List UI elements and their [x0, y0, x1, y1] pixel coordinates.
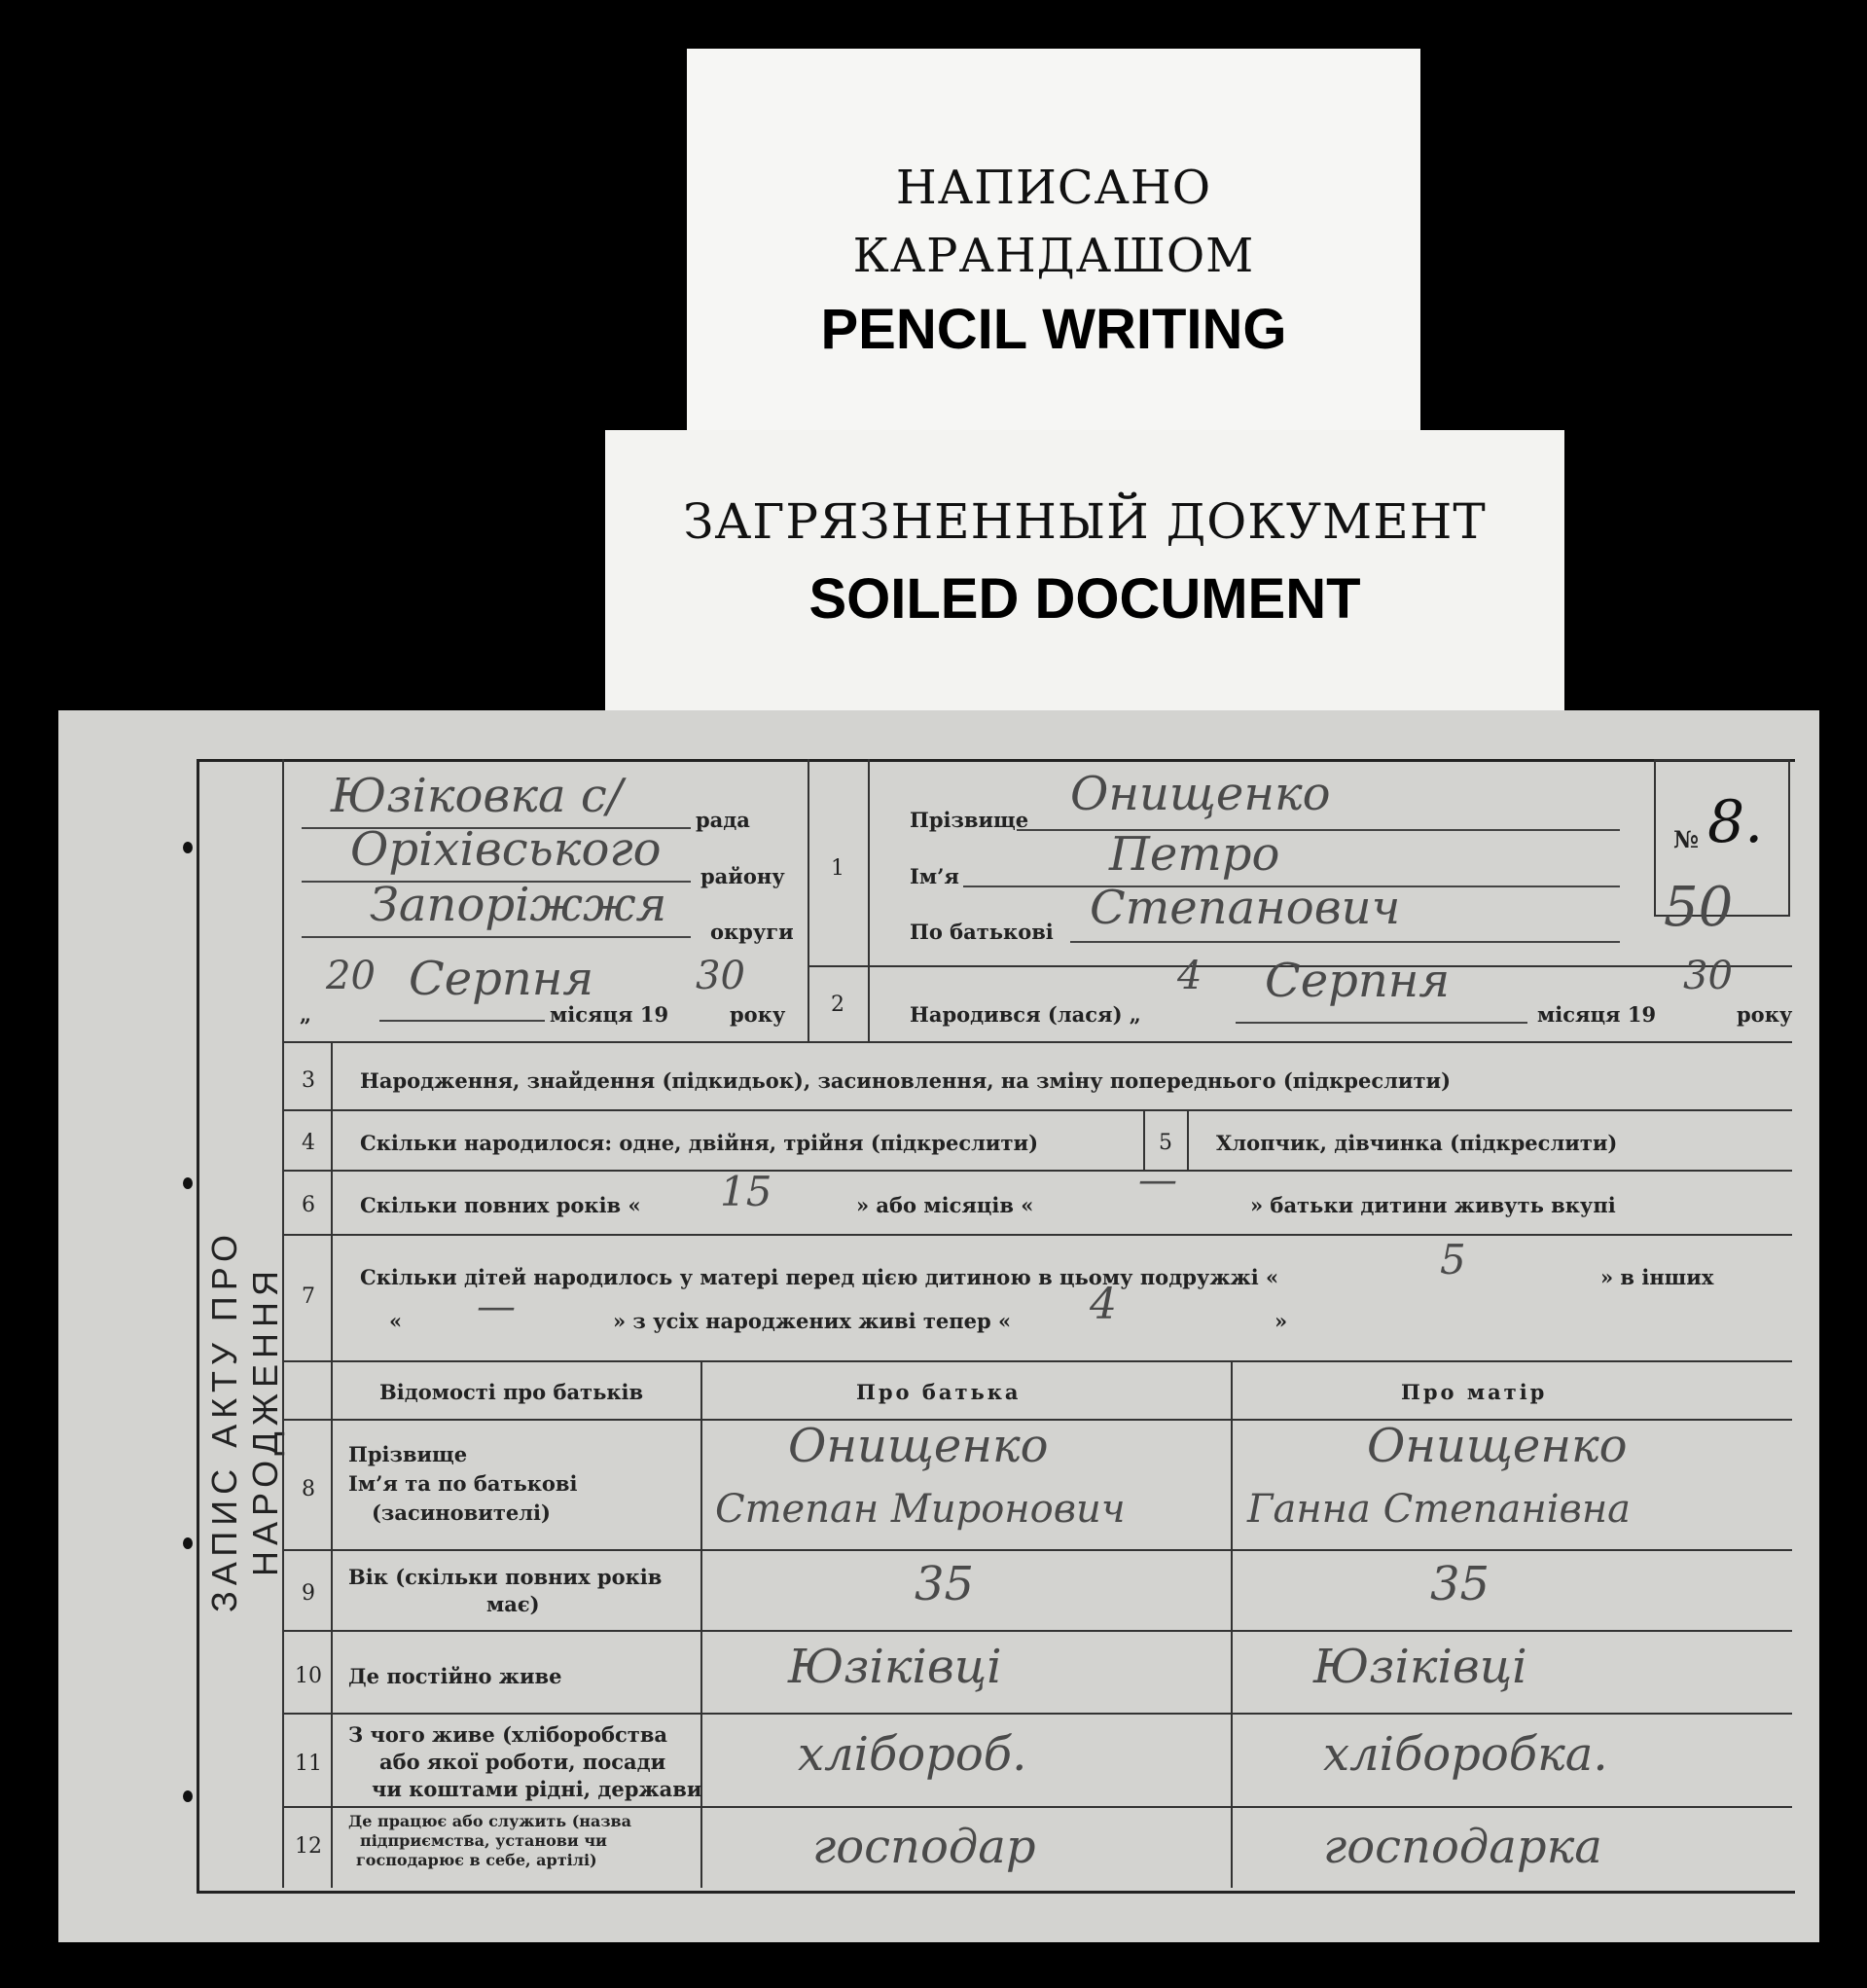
divider [331, 1041, 333, 1888]
parents-header-mother: Про матір [1401, 1380, 1548, 1404]
soiled-document-label-card [605, 430, 1564, 712]
row12-label-1: Де працює або служить (назва [348, 1812, 632, 1830]
row11-mother: хліборобка. [1323, 1727, 1608, 1782]
born-year-value: 30 [1683, 954, 1733, 998]
row7-text-b: » в інших [1600, 1265, 1714, 1289]
divider [1231, 1360, 1233, 1888]
row-number-10: 10 [295, 1664, 322, 1688]
row11-label-3: чи коштами рідні, держави [372, 1777, 702, 1801]
divider [282, 1234, 1792, 1236]
row6-text-b: » або місяців « [856, 1193, 1034, 1217]
date-month-label: місяця 19 [550, 1002, 669, 1027]
divider [282, 1109, 1792, 1111]
patronymic-value: Степанович [1090, 881, 1401, 935]
punch-hole [183, 1790, 193, 1802]
label-pencil-writing: PENCIL WRITING [820, 298, 1287, 361]
row11-label-1: З чого живе (хліборобства [348, 1722, 668, 1747]
row-number-7: 7 [302, 1284, 315, 1309]
row11-label-2: або якої роботи, посади [379, 1750, 666, 1774]
born-month-label: місяця 19 [1537, 1002, 1657, 1027]
form-vertical-title: ЗАПИС АКТУ ПРО НАРОДЖЕННЯ [204, 1228, 285, 1613]
row7-other-value: — [477, 1284, 516, 1329]
rada-label: рада [696, 808, 750, 832]
row9-mother-age: 35 [1430, 1557, 1490, 1611]
row-number-4: 4 [302, 1131, 315, 1155]
label-soiled-document: SOILED DOCUMENT [808, 567, 1361, 631]
row10-mother: Юзіківці [1313, 1640, 1527, 1694]
row7-text-d: » з усіх народжених живі тепер « [613, 1309, 1012, 1333]
row8-label-2: Ім’я та по батькові [348, 1471, 578, 1496]
row10-father: Юзіківці [788, 1640, 1002, 1694]
patronymic-label: По батькові [910, 920, 1054, 944]
date-month-line [379, 1020, 545, 1022]
record-number-label: № [1673, 825, 1700, 853]
date-year-value: 30 [696, 954, 745, 998]
row12-mother: господарка [1323, 1820, 1602, 1874]
row8-mother-surname: Онищенко [1367, 1419, 1628, 1473]
surname-line [1017, 829, 1620, 831]
okrug-line [302, 936, 691, 938]
punch-hole [183, 1177, 193, 1189]
born-month-value: Серпня [1265, 954, 1451, 1008]
divider [282, 1713, 1792, 1715]
label-karandashom: КАРАНДАШОМ [852, 229, 1255, 283]
surname-label: Прізвище [910, 808, 1029, 832]
date-month-value: Серпня [409, 952, 594, 1006]
date-day-value: 20 [326, 954, 376, 998]
patronymic-line [1070, 941, 1620, 943]
row7-text-e: » [1275, 1309, 1288, 1333]
label-zagryaznennyi-dokument: ЗАГРЯЗНЕННЫЙ ДОКУМЕНТ [683, 493, 1487, 550]
row3-text: Народження, знайдення (підкидьок), засиновлення, на зміну попереднього (підкреслити) [360, 1068, 1452, 1093]
row-number-11: 11 [295, 1752, 322, 1776]
divider [1187, 1109, 1189, 1170]
row7-text-c: « [389, 1309, 403, 1333]
divider [282, 1041, 1792, 1043]
row7-alive-value: 4 [1090, 1280, 1117, 1329]
row12-label-3: господарює в себе, артілі) [356, 1851, 597, 1869]
divider [282, 1630, 1792, 1632]
row8-label-1: Прізвище [348, 1442, 468, 1466]
okrug-label: округи [710, 920, 794, 944]
row7-this-marriage-value: 5 [1440, 1236, 1466, 1283]
okrug-value: Запоріжжя [370, 878, 667, 932]
row-number-12: 12 [295, 1834, 322, 1859]
row7-text-a: Скільки дітей народилось у матері перед цією дитиною в цьому подружжі « [360, 1265, 1279, 1289]
divider [282, 1549, 1792, 1551]
row-number-9: 9 [302, 1581, 315, 1606]
row6-months-value: — [1138, 1158, 1177, 1203]
parents-header-father: Про батька [856, 1380, 1022, 1404]
row8-father-surname: Онищенко [788, 1419, 1049, 1473]
row-number-6: 6 [302, 1193, 315, 1217]
name-value: Петро [1109, 827, 1280, 882]
divider [700, 1360, 702, 1888]
row9-label-1: Вік (скільки повних років [348, 1565, 663, 1589]
row-number-2: 2 [831, 993, 844, 1017]
surname-value: Онищенко [1070, 767, 1331, 821]
row6-text-c: » батьки дитини живуть вкупі [1250, 1193, 1616, 1217]
record-number-value-2: 50 [1664, 876, 1734, 939]
date-year-label: року [730, 1002, 786, 1027]
divider [282, 1360, 1792, 1362]
row12-label-2: підприємства, установи чи [360, 1831, 607, 1850]
rada-value: Юзіковка с/ [331, 769, 623, 823]
row12-father: господар [812, 1820, 1036, 1874]
row6-years-value: 15 [720, 1168, 772, 1215]
divider [808, 759, 809, 1041]
parents-header-info: Відомості про батьків [379, 1380, 644, 1404]
punch-hole [183, 1537, 193, 1549]
rayon-value: Оріхівського [350, 822, 662, 877]
divider [868, 759, 870, 1041]
row-number-3: 3 [302, 1068, 315, 1093]
name-label: Ім’я [910, 864, 959, 888]
divider [282, 1806, 1792, 1808]
row11-father: хлібороб. [798, 1727, 1027, 1782]
row9-father-age: 35 [915, 1557, 975, 1611]
row9-label-2: має) [486, 1592, 540, 1616]
row8-father-name: Степан Миронович [715, 1487, 1126, 1532]
row10-label: Де постійно живе [348, 1664, 562, 1688]
row-number-5: 5 [1159, 1131, 1172, 1155]
row4-text: Скільки народилося: одне, двійня, трійня (підкреслити) [360, 1131, 1039, 1155]
born-year-label: року [1737, 1002, 1793, 1027]
row8-mother-name: Ганна Степанівна [1247, 1487, 1632, 1532]
pencil-writing-label-card [687, 49, 1420, 448]
row5-text: Хлопчик, дівчинка (підкреслити) [1216, 1131, 1618, 1155]
row8-label-3: (засиновителі) [372, 1500, 551, 1525]
born-day-value: 4 [1177, 954, 1203, 998]
date-quote: „ [300, 1002, 312, 1027]
birth-record-form [58, 710, 1819, 1942]
row-number-1: 1 [831, 856, 844, 881]
born-label: Народився (лася) „ [910, 1002, 1141, 1027]
row6-text-a: Скільки повних років « [360, 1193, 641, 1217]
label-napysano: НАПИСАНО [895, 161, 1212, 215]
row-number-8: 8 [302, 1477, 315, 1501]
divider [282, 1170, 1792, 1172]
divider [282, 759, 284, 1888]
punch-hole [183, 842, 193, 853]
record-number-value: 8. [1707, 788, 1764, 856]
rayon-label: району [700, 864, 785, 888]
born-month-line [1236, 1022, 1527, 1024]
